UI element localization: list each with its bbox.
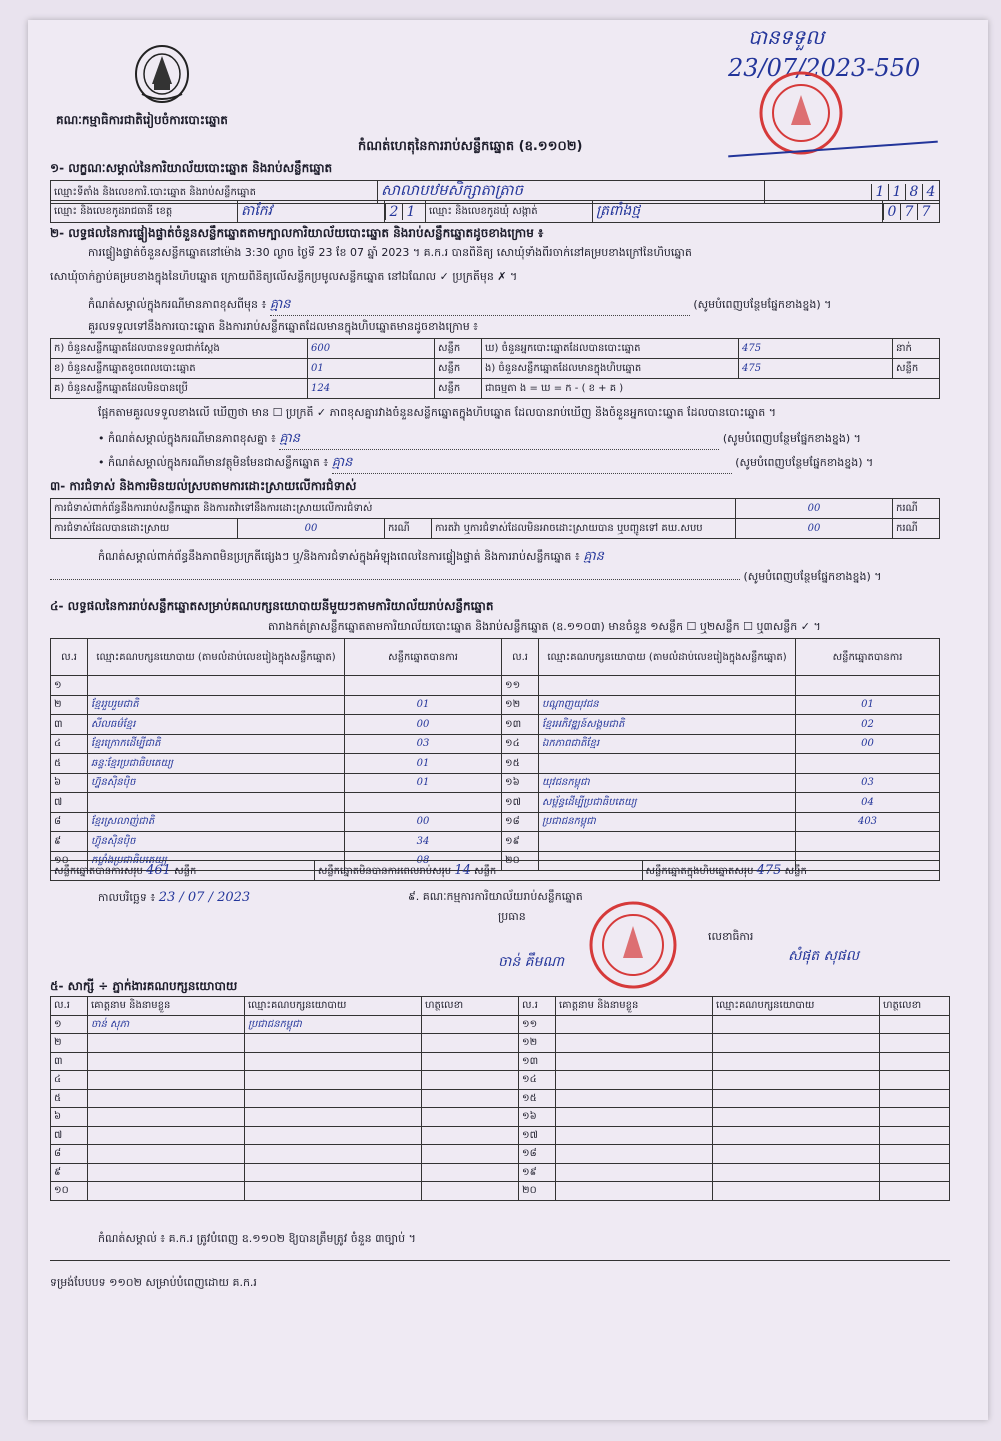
witness-row: ៧ ១៧ [51, 1126, 950, 1145]
party-results-header: ល.រ ឈ្មោះគណបក្សនយោបាយ (តាមលំដាប់លេខរៀងក្នុងសន្លឹកឆ្នោត) សន្លឹកឆ្នោតបានការ ល.រ ឈ្មោះគណបក្សនយោបាយ (តាមលំដាប់លេខរៀងក្នុងសន្លឹកឆ្នោត) សន្លឹកឆ្នោតបានការ [51, 639, 940, 676]
objection-label: ការជំទាស់ពាក់ព័ន្ធនឹងការរាប់សន្លឹកឆ្នោត និងការតវ៉ាទៅនឹងការដោះស្រាយលើការជំទាស់ [51, 499, 736, 519]
chair-label: ប្រធាន [498, 910, 526, 923]
chair-signature: ចាន់ គឹមណា [498, 954, 564, 970]
unresolved-value: 00 [736, 519, 893, 539]
unresolved-unit: ករណី [893, 519, 940, 539]
resolved-unit: ករណី [385, 519, 432, 539]
witness-header: ល.រ គោត្តនាម និងនាមខ្លួន ឈ្មោះគណបក្សនយោបាយ ហត្ថលេខា ល.រ គោត្តនាម និងនាមខ្លួន ឈ្មោះគណបក្សនយោបាយ ហត្ថលេខា [51, 997, 950, 1016]
ballot-row-value: 475 [739, 359, 893, 379]
witness-row: ៤ ១៤ [51, 1071, 950, 1090]
section3-note [98, 548, 948, 567]
form-title: កំណត់ហេតុនៃការរាប់សន្លឹកឆ្នោត (ឧ.១១០២) [358, 139, 583, 154]
witness-row: ២ ១២ [51, 1034, 950, 1053]
party-row: ២ ខ្មែររួបរួមជាតិ 01 ១២ បណ្តាញយុវជន 01 [51, 695, 940, 715]
total-invalid: សន្លឹកឆ្នោតមិនបានការពេលរាប់សរុប 14 សន្លឹក [314, 861, 642, 881]
total-box: សន្លឹកឆ្នោតក្នុងហិបឆ្នោតសរុប 475 សន្លឹក [642, 861, 939, 881]
section1-table-row2 [50, 200, 940, 223]
ballot-row-unit: សន្លឹក [893, 359, 940, 379]
party-row: ៤ ខ្មែរក្រោកដើម្បីជាតិ 03 ១៤ ឯកភាពជាតិខ្មែរ 00 [51, 734, 940, 754]
official-seal-stamp [758, 70, 844, 156]
section2-fraud-hint: (សូមបំពេញបន្ថែមផ្នែកខាងខ្នង) ។ [735, 456, 874, 469]
election-form-page [28, 20, 988, 1420]
location-value: សាលាបឋមសិក្សាតាត្រាច [378, 181, 765, 204]
section2-time-line: ការផ្ទៀងផ្ទាត់ចំនួនសន្លឹកឆ្នោតនៅម៉ោង 3:30 ល្ងាច ថ្ងៃទី 23 ខែ 07 ឆ្នាំ 2023 ។ គ.ក.រ បានពិនិត្យ សោ​ឃុំទាំងពីរចាក់នៅគម្របខាងក្រៅនៃហិបឆ្នោត [88, 246, 692, 259]
resolved-label: ការជំទាស់ដែលបានដោះស្រាយ [51, 519, 238, 539]
committee-name: គណៈកម្មាធិការជាតិរៀបចំការបោះឆ្នោត [56, 113, 228, 127]
province-value: តាកែវ [238, 201, 385, 223]
section2-note [88, 296, 948, 316]
ballot-row-value: 475 [739, 339, 893, 359]
section4-subtitle: តារាងកត់ត្រាសន្លឹកឆ្នោតតាមការិយាល័យបោះឆ្នោត និងរាប់សន្លឹកឆ្នោត (ឧ.១១០៣) មានចំនួន ១សន្លឹក ☐ ឬ២សន្លឹក ☐ ឬ៣សន្លឹក ✓ ។ [268, 620, 821, 633]
witness-row: ៦ ១៦ [51, 1108, 950, 1127]
received-note-line2: 23/07/2023-550 [728, 54, 921, 82]
section2-note-value: គ្មាន [270, 296, 690, 316]
province-code: 2 1 [385, 201, 426, 223]
section2-diff-label: • កំណត់សម្គាល់ក្នុងករណីមានភាពខុសគ្នា ៖ [98, 432, 276, 445]
bottom-note: ទម្រង់បែបបទ ១១០២ សម្រាប់បំពេញដោយ គ.ក.រ [50, 1276, 257, 1289]
witness-table [50, 996, 950, 1201]
ballot-row-label: គ) ចំនួនសន្លឹកឆ្នោតដែលមិនបានប្រើ [51, 379, 308, 399]
section2-fraud [98, 454, 948, 474]
party-row: ៣ សីលធម៌ខ្មែរ 00 ១៣ ខ្មែរអភិវឌ្ឍន៍សង្គមជាតិ 02 [51, 715, 940, 735]
date-value: 23 / 07 / 2023 [158, 890, 251, 905]
section2-fraud-value: គ្មាន [332, 454, 732, 474]
commune-code: 0 7 7 [883, 201, 940, 223]
party-row: ៥ ឆន្ទៈខ្មែរប្រជាធិបតេយ្យ 01 ១៥ [51, 754, 940, 774]
date-line: កាលបរិច្ឆេទ ៖ 23 / 07 / 2023 [98, 890, 251, 905]
witness-row: ៩ ១៩ [51, 1163, 950, 1182]
party-row: ១០ កម្លាំងប្រជាធិបតេយ្យ 08 ២០ [51, 851, 940, 871]
ballot-row-label: ង) ចំនួនសន្លឹកឆ្នោតដែលមានក្នុងហិបឆ្នោត [482, 359, 739, 379]
section1-title: ១- លក្ខណៈសម្គាល់នៃការិយាល័យបោះឆ្នោត និងរាប់សន្លឹកឆ្នោត [50, 161, 333, 175]
section2-note-label: កំណត់សម្គាល់ក្នុងករណីមានភាពខុសពីមុន ៖ [88, 298, 267, 311]
section2-diff-value: គ្មាន [279, 430, 719, 450]
committee-seal-stamp [588, 900, 678, 990]
ballot-row-unit: សន្លឹក [435, 359, 482, 379]
section2-diff [98, 430, 948, 450]
ballot-row [51, 339, 940, 359]
totals-row [50, 860, 940, 881]
resolved-value: 00 [238, 519, 385, 539]
party-row: ៧ ១៧ សម្ព័ន្ធដើម្បីប្រជាធិបតេយ្យ 04 [51, 793, 940, 813]
ballot-row-label: ឃ) ចំនួនអ្នកបោះឆ្នោតដែលបានបោះឆ្នោត [482, 339, 739, 359]
ballot-row-value: 124 [308, 379, 435, 399]
party-row: ៨ ខ្មែរស្រលាញ់ជាតិ 00 ១៨ ប្រជាជនកម្ពុជា 403 [51, 812, 940, 832]
total-valid: សន្លឹកឆ្នោតបានការសរុប 461 សន្លឹក [51, 861, 315, 881]
ballot-row-unit: សន្លឹក [435, 379, 482, 399]
ballot-row-unit: សន្លឹក [435, 339, 482, 359]
committee-label: ៩. គណៈកម្មការការិយាល័យរាប់សន្លឹកឆ្នោត [408, 890, 583, 903]
objection-value: 00 [736, 499, 893, 519]
objection-table [50, 498, 940, 539]
section4-title: ៤- លទ្ធផលនៃការរាប់សន្លឹកឆ្នោតសម្រាប់គណបក្សនយោបាយនីមួយៗតាមការិយាល័យរាប់សន្លឹកឆ្នោត [50, 599, 494, 613]
ballot-row [51, 379, 940, 399]
ballot-row-label: ក) ចំនួនសន្លឹកឆ្នោតដែលបានទទួលជាក់ស្តែង [51, 339, 308, 359]
location-label: ឈ្មោះទីតាំង និងលេខការិ.បោះឆ្នោត និងរាប់សន្លឹកឆ្នោត [51, 181, 378, 204]
section2-note-hint: (សូមបំពេញបន្ថែមផ្នែកខាងខ្នង) ។ [693, 298, 832, 311]
commune-value: ត្រពាំងថ្ម [593, 201, 883, 223]
section5-title: ៥- សាក្សី ÷ ភ្នាក់ងារគណបក្សនយោបាយ [50, 979, 238, 993]
section2-diff-hint: (សូមបំពេញបន្ថែមផ្នែកខាងខ្នង) ។ [722, 432, 861, 445]
section2-seal-line: សោ​ឃុំចាក់ភ្ជាប់គម្របខាងក្នុងនៃហិបឆ្នោត ក្រោយពិនិត្យលើសន្លឹកប្រមូលសន្លឹកឆ្នោត នៅឯណែល ✓ ប្រក្រតីមុន ✗ ។ [50, 270, 518, 283]
party-results-table [50, 638, 940, 871]
witness-row: ៣ ១៣ [51, 1052, 950, 1071]
footer-divider [50, 1260, 950, 1261]
ballot-row-value: 600 [308, 339, 435, 359]
section3-note-value: គ្មាន [583, 549, 604, 564]
secretary-label: លេខាធិការ [708, 930, 754, 943]
section3-note-label: កំណត់សម្គាល់ពាក់ព័ន្ធនឹងភាពមិនប្រក្រតីផ្សេងៗ ឬ/និងការជំទាស់ក្នុងអំឡុងពេលនៃការផ្ទៀងផ្ទាត់ និងការរាប់សន្លឹកឆ្នោត ៖ [98, 550, 580, 563]
party-row: ៩ ហ៊្វុនស៊ិនប៉ិច 34 ១៩ [51, 832, 940, 852]
section3-note-hint: (សូមបំពេញបន្ថែមផ្នែកខាងខ្នង) ។ [50, 570, 940, 586]
section2-intro: គួរលទទួលទៅនឹងការបោះឆ្នោត និងការរាប់សន្លឹកឆ្នោតដែលមានក្នុងហិបឆ្នោតមានដូចខាងក្រោម ៖ [88, 320, 479, 333]
witness-row: ៨ ១៨ [51, 1145, 950, 1164]
ballot-row-unit: នាក់ [893, 339, 940, 359]
commune-label: ឈ្មោះ និងលេខកូដឃុំ សង្កាត់ [426, 201, 593, 223]
ballot-row-label: ខ) ចំនួនសន្លឹកឆ្នោតខូចពេលបោះឆ្នោត [51, 359, 308, 379]
section3-title: ៣- ការជំទាស់ និងការមិនយល់ស្របតាមការដោះស្រាយលើការជំទាស់ [50, 479, 357, 493]
witness-row: ៥ ១៥ [51, 1089, 950, 1108]
party-row: ១ ១១ [51, 676, 940, 696]
section2-fraud-label: • កំណត់សម្គាល់ក្នុងករណីមានវត្ថុមិនមែនជាសន្លឹកឆ្នោត ៖ [98, 456, 329, 469]
ballot-count-table [50, 338, 940, 399]
section2-title: ២- លទ្ធផលនៃការផ្ទៀងផ្ទាត់ចំនួនសន្លឹកឆ្នោតតាមក្បាលការិយាល័យបោះឆ្នោត និងរាប់សន្លឹកឆ្នោតដូចខាងក្រោម ៖ [50, 226, 544, 240]
footnote: កំណត់សម្គាល់ ៖ គ.ក.រ ត្រូវបំពេញ ឧ.១១០២ ឱ្យបានត្រឹមត្រូវ ចំនួន ៣ច្បាប់ ។ [98, 1232, 416, 1245]
received-note-line1: បានទទួល [748, 25, 825, 49]
witness-row: ១ ចាន់ សុភា ប្រជាជនកម្ពុជា ១១ [51, 1015, 950, 1034]
ballot-formula: ជាធម្មតា ង = ឃ = ក - ( ខ + គ ) [482, 379, 940, 399]
nec-emblem-icon [132, 40, 192, 106]
witness-row: ១០ ២០ [51, 1182, 950, 1201]
party-row: ៦ ហ្វ៊ុនស៊ិនប៉ិច 01 ១៦ យុវជនកម្ពុជា 03 [51, 773, 940, 793]
ballot-row-value: 01 [308, 359, 435, 379]
unresolved-label: ការតវ៉ា ឬការជំទាស់ដែលមិនអាចដោះស្រាយបាន ឬបញ្ជូនទៅ គឃ.សបប [432, 519, 736, 539]
province-label: ឈ្មោះ និងលេខកូដរាជធានី ខេត្ត [51, 201, 238, 223]
objection-unit: ករណី [893, 499, 940, 519]
ballot-row [51, 359, 940, 379]
section2-check-line: ផ្អែកតាមគួរលទទួលខាងលើ ឃើញថា មាន ☐ ប្រក្រតី ✓ ភាពខុសគ្នារវាងចំនួនសន្លឹកឆ្នោតក្នុងហិបឆ្នោត ដែលបានរាប់ឃើញ និងចំនួនអ្នកបោះឆ្នោត ដែលបានបោះឆ្នោត ។ [98, 406, 777, 419]
secretary-signature: សំផុត សុផល [788, 948, 860, 964]
location-code: 1 1 8 4 [765, 181, 940, 204]
